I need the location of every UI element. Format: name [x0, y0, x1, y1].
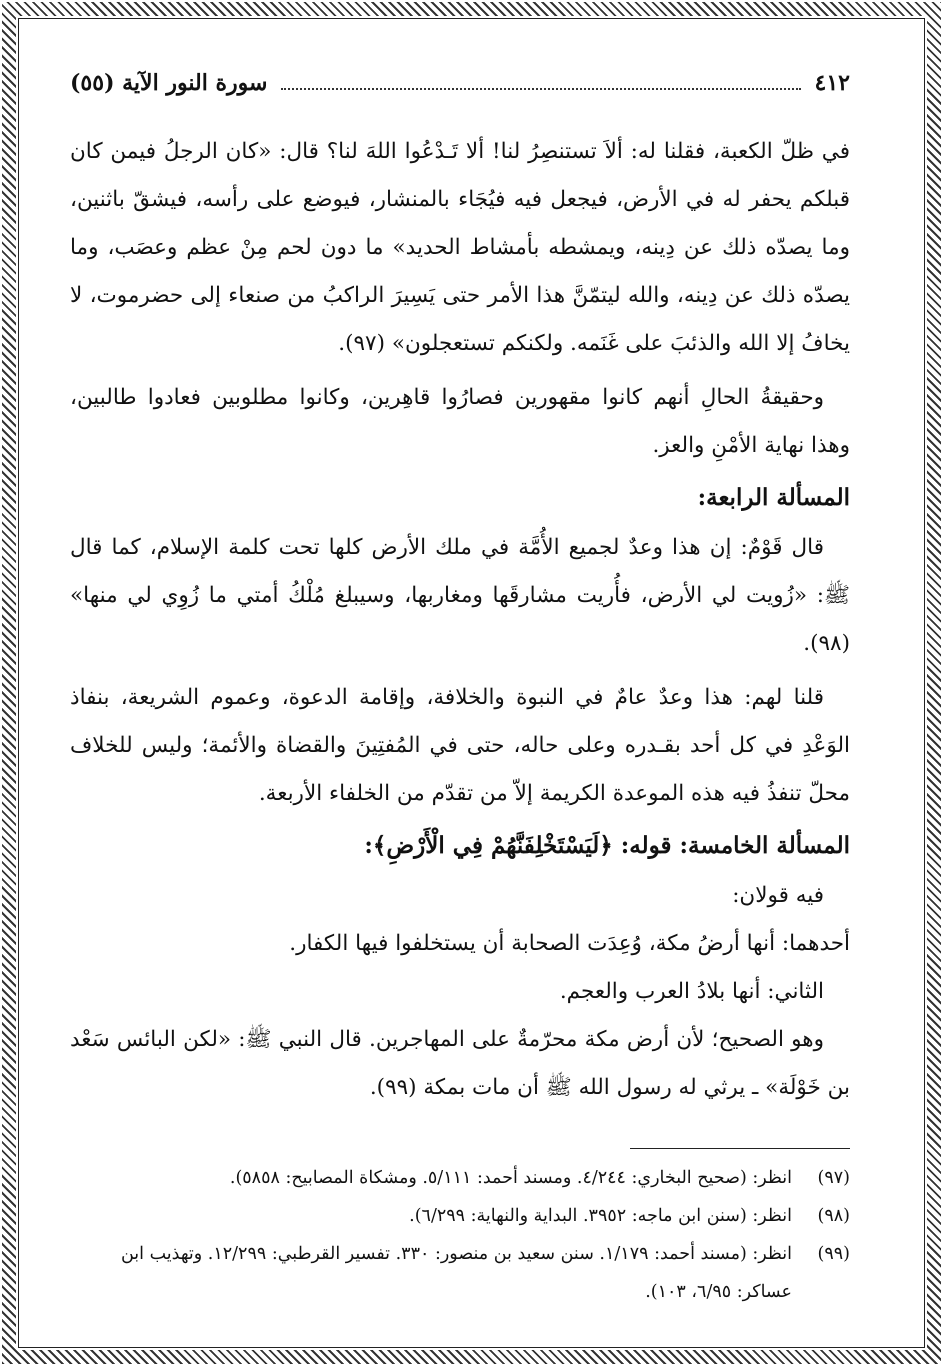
footnote-text: انظر: (صحيح البخاري: ٤/٢٤٤. ومسند أحمد: ٥/١١١. ومشكاة المصابيح: ٥٨٥٨).: [229, 1168, 792, 1188]
footnote-97: [70, 1159, 850, 1197]
header-dots: [281, 74, 800, 90]
footnote-98: [70, 1197, 850, 1235]
book-page: [70, 70, 850, 1311]
footnote-99: [70, 1235, 850, 1311]
running-title: سورة النور الآية (٥٥): [70, 70, 268, 96]
paragraph-7: الثاني: أنها بلادُ العرب والعجم.: [559, 979, 824, 1004]
paragraph-2: وحقيقةُ الحالِ أنهم كانوا مقهورين فصارُوا قاهِرين، وكانوا مطلوبين فعادوا طالبين، وهذا نهاية الأمْنِ والعز.: [70, 385, 850, 458]
paragraph-8: وهو الصحيح؛ لأن أرض مكة محرّمةٌ على المهاجرين. قال النبي ﷺ: «لكن البائس سَعْد بن خَوْلَة» ـ يرثي له رسول الله ﷺ أن مات بمكة (٩٩).: [70, 1027, 850, 1100]
footnote-number: (٩٩): [817, 1244, 850, 1264]
footnote-text: انظر: (سنن ابن ماجه: ٣٩٥٢. البداية والنهاية: ٦/٢٩٩).: [409, 1206, 792, 1226]
footnote-text: انظر: (مسند أحمد: ١/١٧٩. سنن سعيد بن منصور: ٣٣٠. تفسير القرطبي: ١٢/٢٩٩. وتهذيب ابن عساكر: ٦/٩٥، ١٠٣).: [120, 1244, 792, 1302]
paragraph-6: أحدهما: أنها أرضُ مكة، وُعِدَت الصحابة أن يستخلفوا فيها الكفار.: [289, 931, 850, 956]
heading-issue-4: المسألة الرابعة:: [697, 484, 850, 511]
paragraph-1: في ظلّ الكعبة، فقلنا له: ألاَ تستنصِرُ لنا! ألا تَـدْعُوا اللهَ لنا؟ قال: «كان الرجلُ فيمن كان قبلكم يحفر له في الأرض، فيجعل فيه فيُجَاء بالمنشار، فيوضع على رأسه، فيشقّ باثنين، وما يصدّه ذلك عن دِينه، ويمشطه بأمشاط الحديد» ما دون لحم مِنْ عظم وعصَب، وما يصدّه ذلك عن دِينه، والله ليتمّنَّ هذا الأمر حتى يَسِيرَ الراكبُ من صنعاء إلى حضرموت، لا يخافُ إلا الله والذئبَ على غَنَمه. ولكنكم تستعجلون» (٩٧).: [70, 139, 850, 356]
paragraph-4: قلنا لهم: هذا وعدٌ عامٌ في النبوة والخلافة، وإقامة الدعوة، وعموم الشريعة، بنفاذ الوَعْدِ في كل أحد بقـدره وعلى حاله، حتى في المُفتِينَ والقضاة والأئمة؛ وليس للخلاف محلّ تنفذُ فيه هذه الموعدة الكريمة إلاّ من تقدّم من الخلفاء الأربعة.: [70, 685, 850, 806]
footnote-separator: [630, 1148, 850, 1149]
heading-issue-5: المسألة الخامسة: قوله: ﴿لَيَسْتَخْلِفَنَّهُمْ فِي الْأَرْضِ﴾:: [364, 832, 850, 859]
footnote-number: (٩٨): [817, 1206, 850, 1226]
page-number: ٤١٢: [814, 70, 850, 96]
footnote-number: (٩٧): [817, 1168, 850, 1188]
paragraph-5: فيه قولان:: [732, 883, 824, 908]
page-header: [70, 70, 850, 110]
paragraph-3: قال قَوْمٌ: إن هذا وعدٌ لجميع الأُمَّة في ملك الأرض كلها تحت كلمة الإسلام، كما قال ﷺ: «زُويت لي الأرض، فأُريت مشارقَها ومغاربها، وسيبلغ مُلْكُ أمتي ما زُوِي لي منها» (٩٨).: [70, 535, 850, 656]
